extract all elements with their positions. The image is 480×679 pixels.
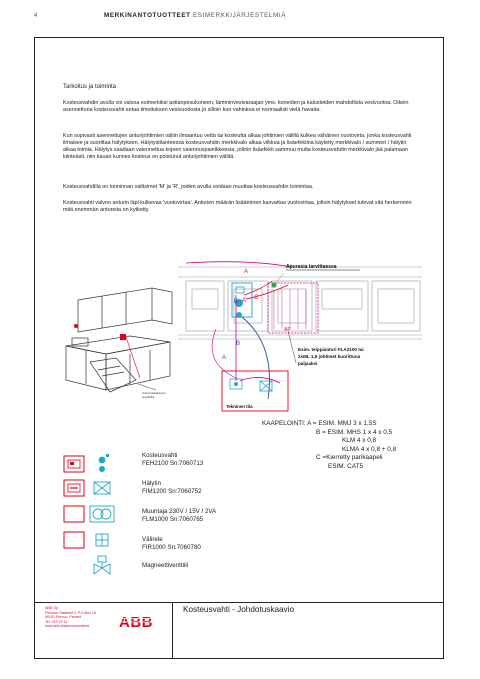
kitchen-sketch xyxy=(60,280,178,400)
solenoid-valve-icon xyxy=(94,556,110,574)
section-title: Tarkoitus ja toiminta xyxy=(63,84,117,90)
label-teippianturi xyxy=(298,347,364,366)
wire-label-a3: A xyxy=(222,355,227,361)
cabling-spec xyxy=(262,420,396,472)
paragraph-selectors: Kosteusvahdilla on toiminnan valitsimet 'M' ja 'R', joiden avulla voidaan muuttaa kosteusvahdin toimintaa. xyxy=(63,184,314,190)
wire-label-b2: B xyxy=(236,341,241,347)
wire-label-b1: B xyxy=(234,299,239,305)
page-number: 4 xyxy=(34,13,38,19)
header-title xyxy=(104,12,286,19)
svg-text:Esim. teippianturi FLA2100 tai: Esim. teippianturi FLA2100 tai xyxy=(298,347,364,352)
footer-vertical-divider xyxy=(172,602,173,659)
cabling-line-klm: KLM 4 x 0,8 xyxy=(342,437,377,445)
sketch-caption: Anturi lattiakaivon xyxy=(142,391,166,395)
svg-text:paljaaksi: paljaaksi xyxy=(298,361,318,366)
legend-item-moisture-guard: Kosteusvahti FEH2100 Sn:7060713 xyxy=(142,452,204,467)
header-title-sub: ESIMERKKIJÄRJESTELMIÄ xyxy=(192,12,287,19)
wire-label-ap: AP xyxy=(284,327,291,333)
footer-divider xyxy=(34,602,444,603)
legend-item-relay: Välirele FIR1000 Sn:7060780 xyxy=(142,536,201,551)
alarm-icon xyxy=(64,480,110,496)
legend-symbols xyxy=(62,452,132,582)
transformer-icon xyxy=(64,506,114,522)
wiring-diagram xyxy=(176,255,426,415)
label-apurasia: Apurasia tarvittaessa xyxy=(286,264,337,270)
wire-label-c: C xyxy=(254,295,259,301)
paragraph-operation: Kun sopivasti asennettujen anturijohtimien väliin ilmaantuu vettä tai kosteutta alkaa johtimien välillä kulkea vähäinen vuotovirta, jonka kosteusvahti ilmaisee ja suorittaa hälytyksen. Hälytystilanteessa kosteusvahdin merkkivalo alkaa vilkkua ja lisäefektinä käytetty merkkivalo / summeri / hälytin alkaa toimia. Hälytys saadaan vaiennettua kojeen vaiennuspainikkeesta, jolloin lisäefekti sammuu mutta kosteusvahdin merkkivalo jää palamaan kiinteästi, niin kauan kunnes kosteus on poistunut anturijohtimien väliltä. xyxy=(63,133,412,160)
footer-title: Kosteusvahti - Johdotuskaavio xyxy=(183,605,295,614)
label-tekninen-tila: Tekninen tila xyxy=(226,404,253,409)
legend-item-alarm: Hälytin FIM1200 Sn:7060752 xyxy=(142,480,202,495)
cabling-line-cat5: ESIM. CAT5 xyxy=(328,462,364,470)
footer-address: ABB Oy Porvoon Sisäkrist 2, P.O.Box 18 06101 Porvoo, Finland Tel. 010 22 11 www.abb.fi/asennustuotteet xyxy=(45,606,96,629)
svg-text:2xML 1,5 johtimet kuorittuna: 2xML 1,5 johtimet kuorittuna xyxy=(298,354,361,359)
cabling-title: KAAPELOINTI: xyxy=(262,420,306,427)
legend-item-transformer: Muuntaja 230V / 15V / 2VA FLM1000 Sn:7060765 xyxy=(142,508,217,523)
relay-icon xyxy=(64,532,108,548)
wire-label-a1: A xyxy=(244,269,249,275)
abb-logo xyxy=(119,613,157,629)
svg-text:ABB: ABB xyxy=(119,614,153,629)
sketch-caption-2: ympärillä xyxy=(142,395,155,399)
legend-item-solenoid-valve: Magneettiventtiili xyxy=(142,562,189,569)
cabling-line-klma: KLMA 4 x 0,8 + 0,8 xyxy=(342,445,397,453)
paragraph-purpose: Kosteusvahdin avulla voi valvoa esimerkiksi astianpesukoneen, lämminvesivaraajan yms. koneiden ja kalusteiden mahdollista vesivuotoa. Oikein asennettuna kosteusvahti antaa ilmoituksen vesivuodosta jo silloin kun vahinkoa ei normaalisti vielä havaita. xyxy=(63,100,409,113)
header-title-main: MERKINANTOTUOTTEET xyxy=(104,12,191,19)
cabling-line-b: B = ESIM. MHS 1 x 4 x 0,5 xyxy=(316,428,393,436)
cabling-line-c: C =Kierretty parikaapeli xyxy=(316,454,383,462)
cabling-line-a: KAAPELOINTI: A = ESIM. MMJ 3 x 1,5S xyxy=(262,420,377,427)
paragraph-leakage-current: Kosteusvahti valvoo anturin läpi kulkevaa 'vuotovirtaa'. Anturien määrän lisääminen kasvattaa vuotovirtaa, jolloin hälytykset tulevat sitä herkemmin mitä enemmän antureita on kytketty. xyxy=(63,200,412,213)
moisture-guard-icon xyxy=(64,454,109,472)
wire-label-a2: A xyxy=(242,298,247,304)
